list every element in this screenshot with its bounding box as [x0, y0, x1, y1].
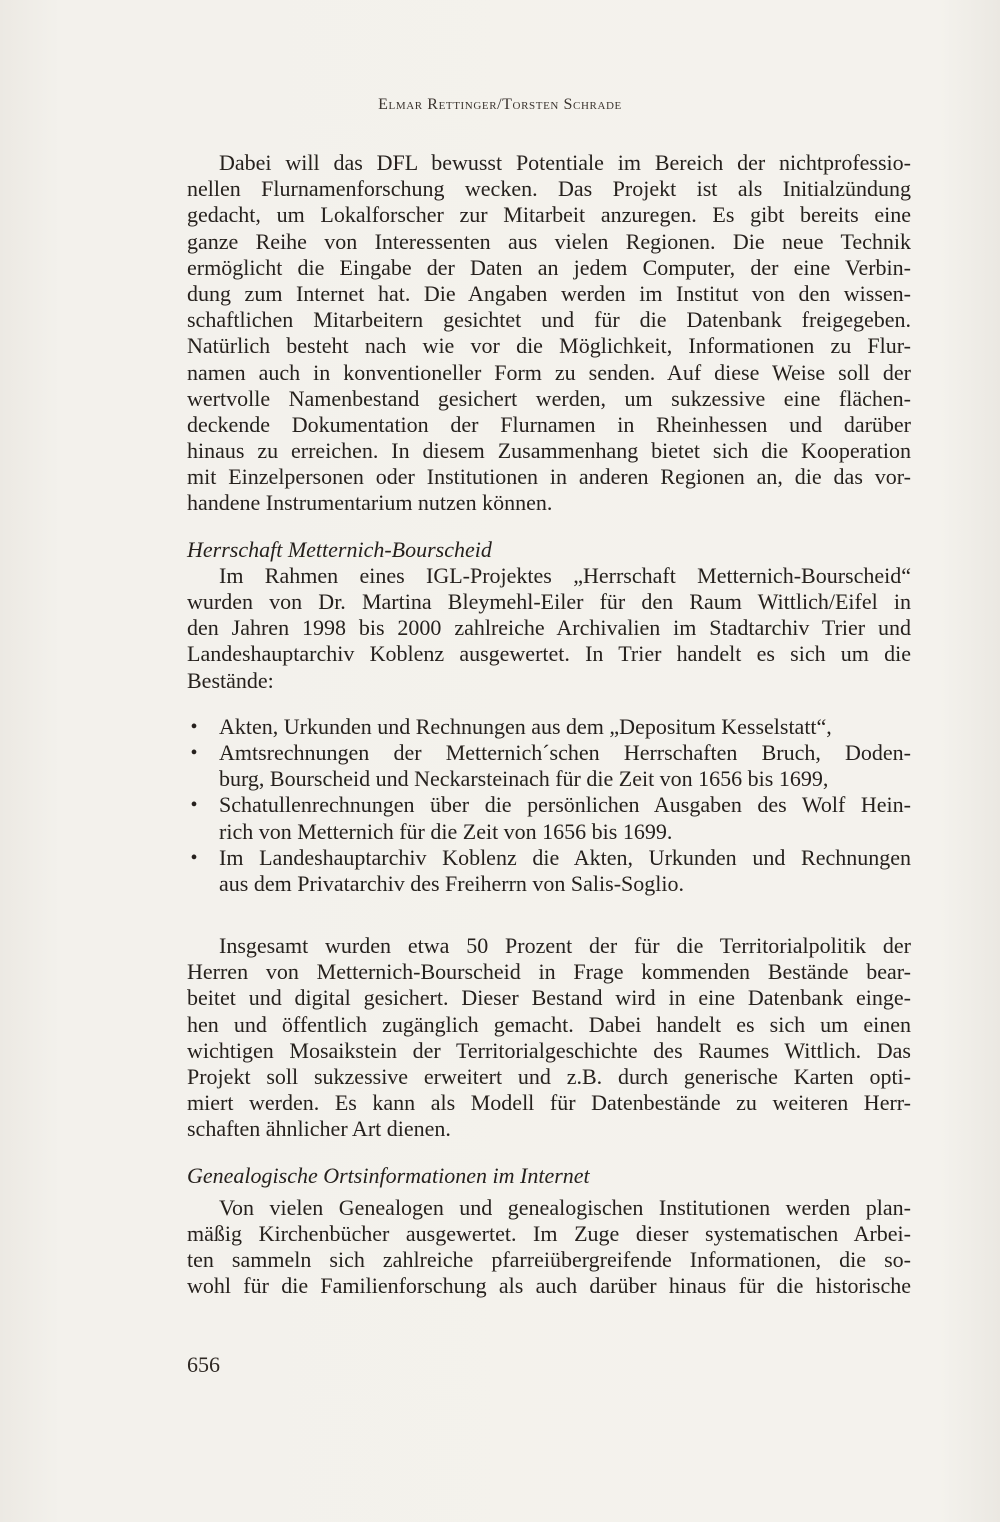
text-line: schaftlichen Mitarbeitern gesichtet und für die Datenbank freigegeben. — [187, 307, 911, 333]
text-line: namen auch in konventioneller Form zu senden. Auf diese Weise soll der — [187, 359, 911, 385]
text-line: gedacht, um Lokalforscher zur Mitarbeit anzuregen. Es gibt bereits eine — [187, 202, 911, 228]
bullet-icon: • — [190, 741, 198, 764]
text-line: Schatullenrechnungen über die persönlichen Ausgaben des Wolf Hein- — [219, 792, 911, 818]
bullet-icon: • — [190, 715, 198, 738]
bullet-icon: • — [190, 794, 198, 817]
text-line: mäßig Kirchenbücher ausgewertet. Im Zuge dieser systematischen Arbei- — [187, 1220, 911, 1246]
text-line: rich von Metternich für die Zeit von 1656 bis 1699. — [219, 818, 673, 844]
text-line: nellen Flurnamenforschung wecken. Das Projekt ist als Initialzündung — [187, 176, 911, 202]
text-line: deckende Dokumentation der Flurnamen in Rheinhessen und darüber — [187, 411, 911, 437]
text-line: Akten, Urkunden und Rechnungen aus dem „Depositum Kesselstatt“, — [219, 713, 832, 739]
text-line: Projekt soll sukzessive erweitert und z.B. durch generische Karten opti- — [187, 1064, 911, 1089]
text-line: Landeshauptarchiv Koblenz ausgewertet. In Trier handelt es sich um die — [187, 641, 911, 667]
text-line: wichtigen Mosaikstein der Territorialgeschichte des Raumes Wittlich. Das — [187, 1037, 911, 1063]
paragraph — [187, 150, 911, 517]
text-line: ten sammeln sich zahlreiche pfarreiübergreifende Informationen, die so- — [187, 1247, 911, 1273]
text-line: Im Landeshauptarchiv Koblenz die Akten, Urkunden und Rechnungen — [219, 844, 911, 870]
text-line: wertvolle Namenbestand gesichert werden, um sukzessive eine flächen- — [187, 385, 911, 411]
spacer — [187, 694, 911, 714]
spacer — [187, 897, 911, 933]
text-line: ermöglicht die Eingabe der Daten an jedem Computer, der eine Verbin- — [187, 254, 911, 280]
text-line: mit Einzelpersonen oder Institutionen in anderen Regionen an, die das vor- — [187, 464, 911, 490]
paragraph — [187, 1195, 911, 1300]
text-line: handene Instrumentarium nutzen können. — [187, 490, 553, 516]
bullet-list — [187, 714, 911, 897]
text-line: burg, Bourscheid und Neckarsteinach für die Zeit von 1656 bis 1699, — [219, 766, 829, 792]
list-item — [187, 845, 911, 897]
text-line: miert werden. Es kann als Modell für Datenbestände zu weiteren Herr- — [187, 1090, 911, 1116]
text-line: hen und öffentlich zugänglich gemacht. Dabei handelt es sich um einen — [187, 1011, 911, 1037]
list-item — [187, 792, 911, 844]
page-number: 656 — [187, 1352, 220, 1377]
list-item — [187, 740, 911, 792]
paragraph — [187, 933, 911, 1143]
text-line: Dabei will das DFL bewusst Potentiale im Bereich der nichtprofessio- — [219, 150, 911, 175]
spacer — [187, 517, 911, 537]
text-line: dung zum Internet hat. Die Angaben werden im Institut von den wissen- — [187, 280, 911, 306]
text-line: Bestände: — [187, 667, 274, 693]
text-line: beitet und digital gesichert. Dieser Bestand wird in eine Datenbank einge- — [187, 985, 911, 1011]
paragraph — [187, 563, 911, 694]
text-line: Herren von Metternich-Bourscheid in Frage kommenden Bestände bear- — [187, 959, 911, 985]
text-line: Im Rahmen eines IGL-Projektes „Herrschaft Metternich-Bourscheid“ — [219, 562, 911, 588]
text-line: hinaus zu erreichen. In diesem Zusammenhang bietet sich die Kooperation — [187, 438, 911, 464]
text-line: wurden von Dr. Martina Bleymehl-Eiler für den Raum Wittlich/Eifel in — [187, 589, 911, 614]
text-line: Von vielen Genealogen und genealogischen Institutionen werden plan- — [219, 1194, 911, 1220]
text-line: Amtsrechnungen der Metternich´schen Herrschaften Bruch, Doden- — [219, 739, 911, 765]
page-body — [187, 150, 911, 1300]
list-item — [187, 714, 911, 740]
text-line: ganze Reihe von Interessenten aus vielen Regionen. Die neue Technik — [187, 228, 911, 254]
text-line: wohl für die Familienforschung als auch darüber hinaus für die historische — [187, 1273, 911, 1299]
bullet-icon: • — [190, 846, 198, 869]
text-line: den Jahren 1998 bis 2000 zahlreiche Archivalien im Stadtarchiv Trier und — [187, 615, 911, 641]
running-head: Elmar Rettinger/Torsten Schrade — [378, 96, 622, 113]
section-heading: Genealogische Ortsinformationen im Internet — [187, 1162, 590, 1188]
text-line: aus dem Privatarchiv des Freiherrn von Salis-Soglio. — [219, 870, 684, 896]
spacer — [187, 1143, 911, 1163]
section-heading: Herrschaft Metternich-Bourscheid — [187, 536, 492, 562]
text-line: schaften ähnlicher Art dienen. — [187, 1116, 451, 1142]
text-line: Natürlich besteht nach wie vor die Möglichkeit, Informationen zu Flur- — [187, 333, 911, 359]
text-line: Insgesamt wurden etwa 50 Prozent der für die Territorialpolitik der — [219, 933, 911, 959]
